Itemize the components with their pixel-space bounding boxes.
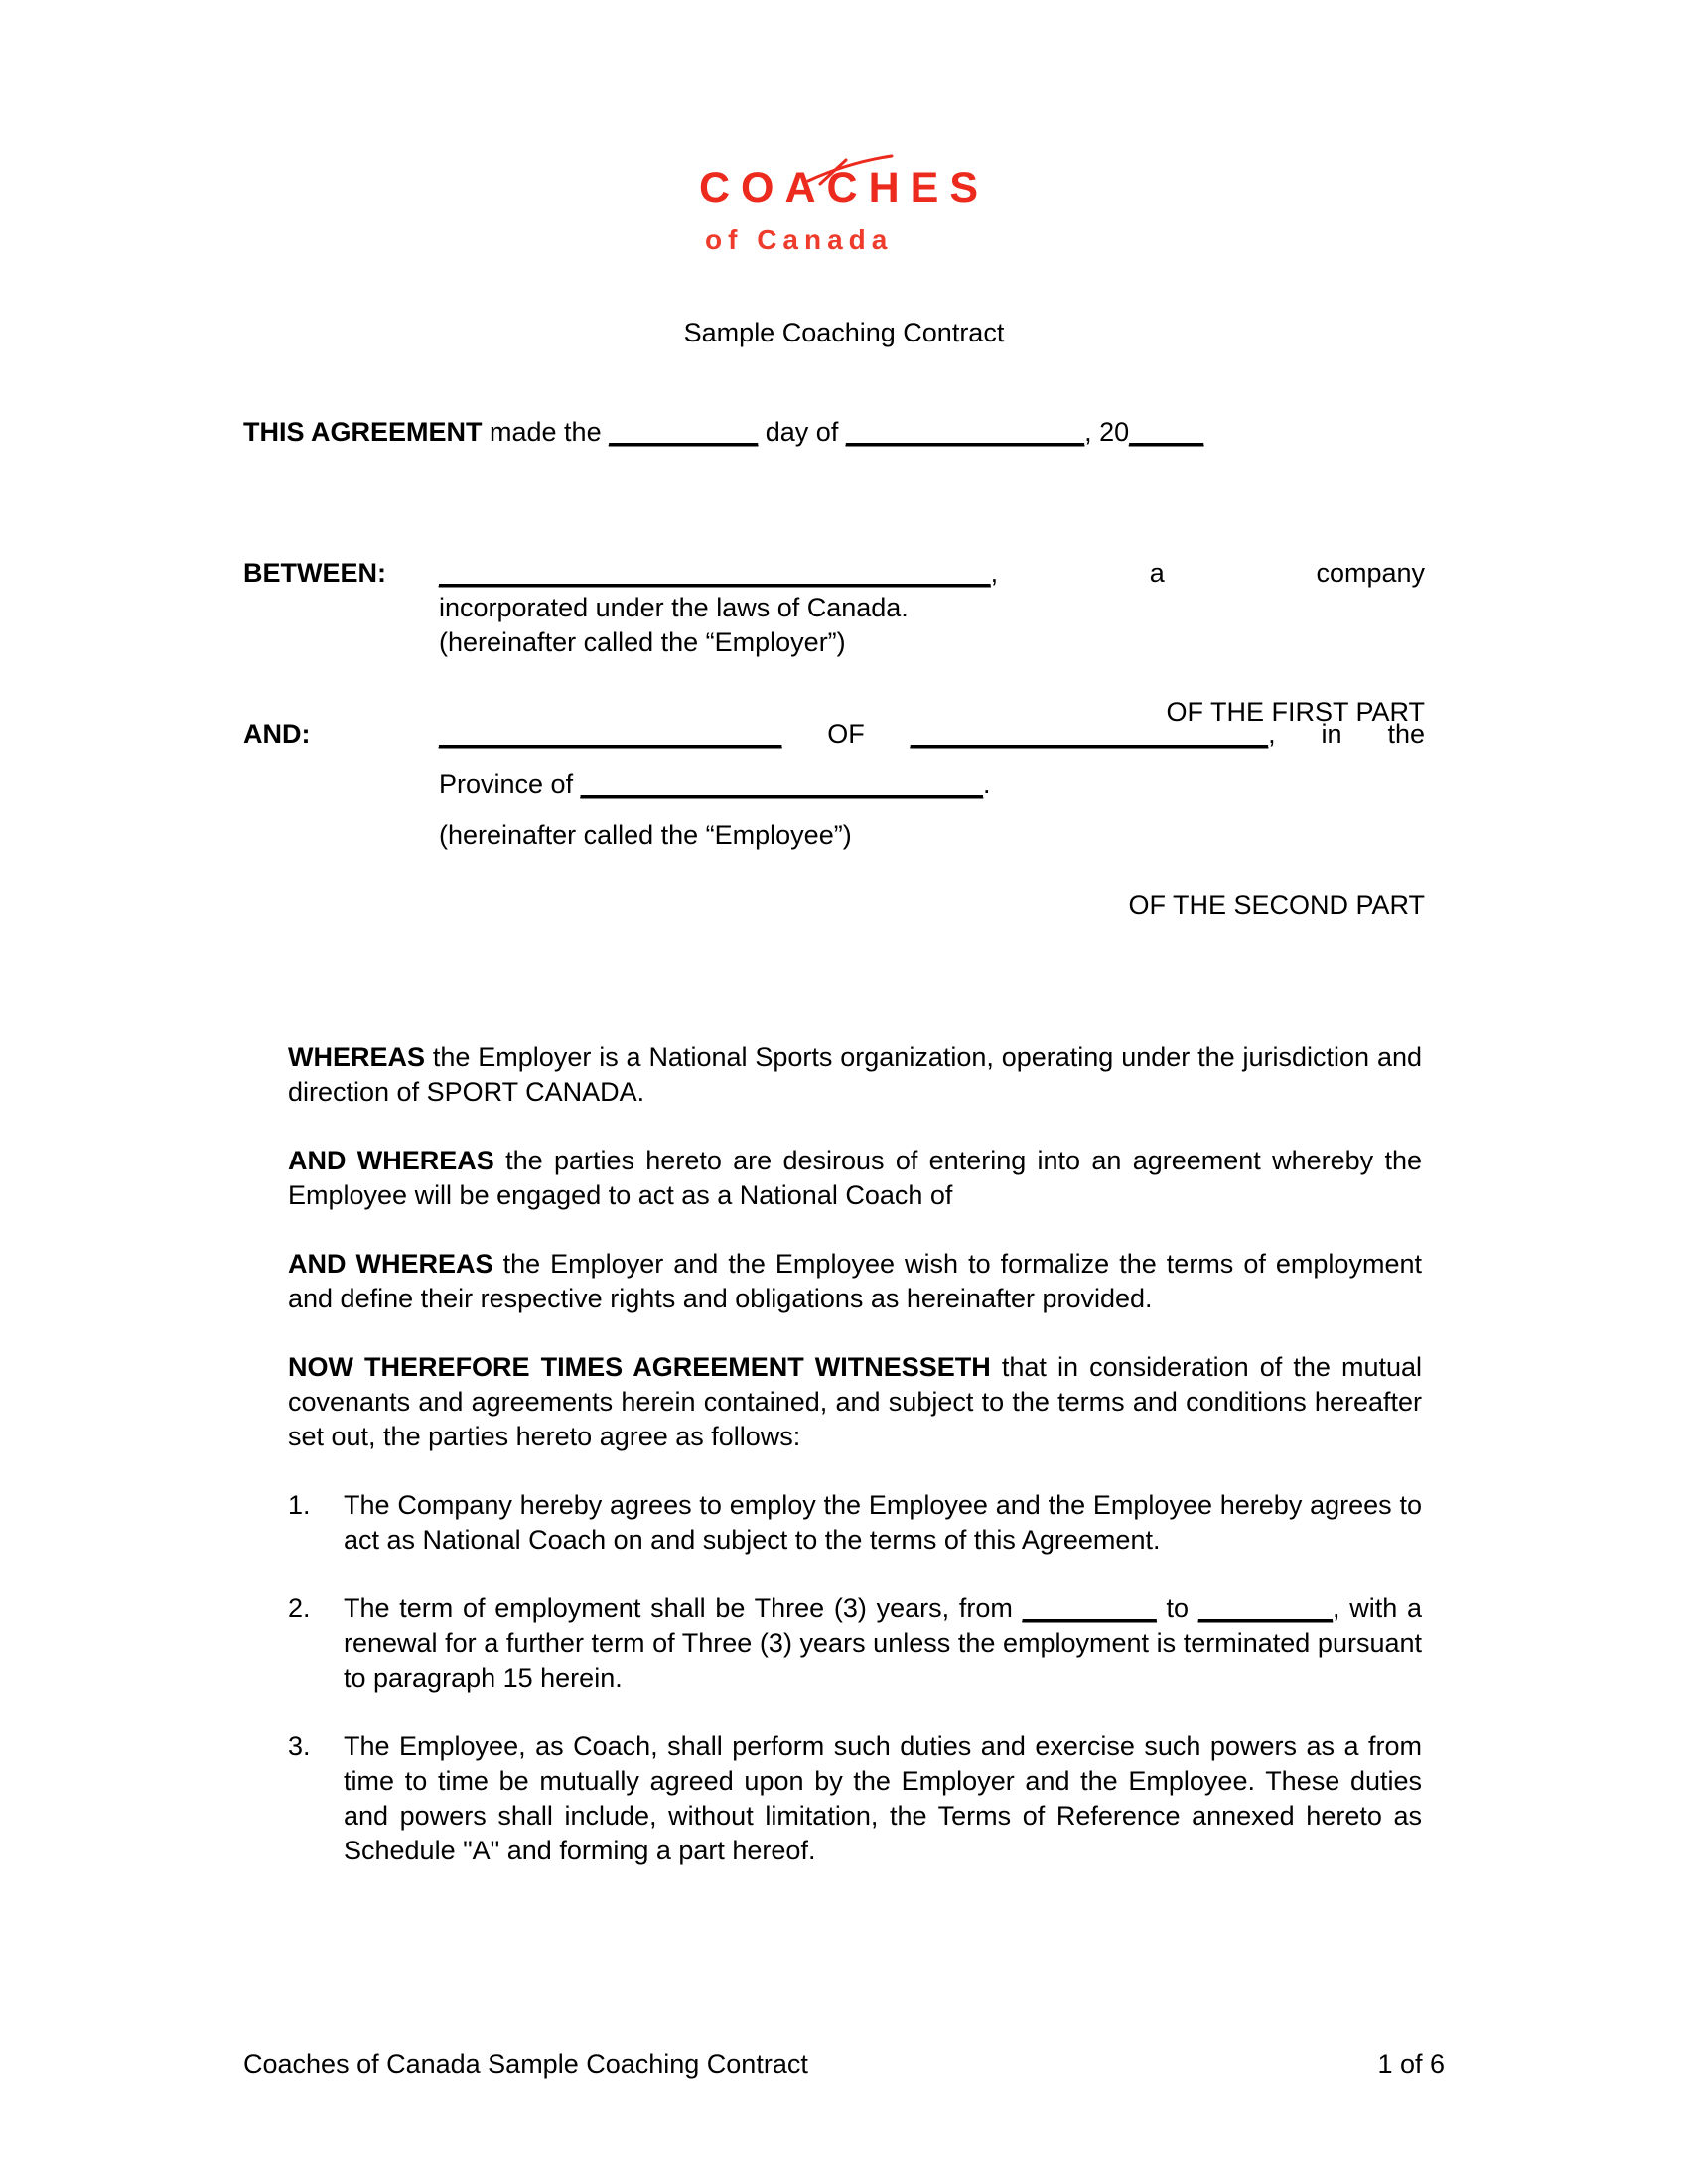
recital-text: the Employer is a National Sports organization, operating under the jurisdiction and direction of SPORT CANADA. [288,1042,1422,1107]
province-label: Province of [439,769,581,799]
party-second-line-1-tail: , in the [1268,719,1425,749]
clause-marker: 1. [288,1490,311,1520]
party-first-tag [243,556,386,591]
recital-paragraph [288,1144,1422,1213]
party-first-body [439,556,1425,660]
party-second-tag [243,717,311,751]
recital-paragraph [288,1350,1422,1454]
recital-lead-label: NOW THEREFORE TIMES AGREEMENT WITNESSETH [288,1352,991,1382]
footer-left-label: Coaches of Canada Sample Coaching Contract [243,2049,808,2079]
recital-lead-label: AND WHEREAS [288,1146,494,1175]
recital-text: the Employer and the Employee wish to formalize the terms of employment and define their respective rights and obligations as hereinafter provided. [288,1249,1422,1313]
agreement-date-line [243,415,1425,450]
party-first-row [243,556,1425,660]
agreement-text-1: made the [482,417,610,447]
party-first-tag-colon: : [377,558,386,588]
party-first-line-1 [439,556,1425,591]
province-blank-field[interactable]: ___________________________ [580,769,984,799]
clause-text-2: to [1156,1593,1198,1623]
logo-wrap [698,164,990,255]
party-first-part-label: OF THE FIRST PART [1166,697,1425,727]
clause-item [288,1729,1422,1868]
clause-text-1: The term of employment shall be Three (3) years, from [344,1593,1023,1623]
recital-text: that in consideration of the mutual covenants and agreements herein contained, and subject to the terms and conditions hereafter set out, the parties hereto agree as follows: [288,1352,1422,1451]
term-start-blank-field[interactable]: _________ [1022,1593,1157,1623]
brand-logo [0,164,1688,255]
clause-marker: 2. [288,1593,311,1623]
party-first-tag-label: BETWEEN [243,558,377,588]
party-second-tag-label: AND [243,719,302,749]
party-first-line-3: (hereinafter called the “Employer”) [439,627,846,657]
party-second-line-1 [439,717,1425,751]
clause-list [288,1488,1422,1868]
footer-page-number: 1 of 6 [1377,2049,1445,2079]
logo-wordmark-primary: COACHES [698,164,990,211]
agreement-text-3: , 20 [1084,417,1130,447]
province-period: . [983,769,991,799]
employee-name-blank-field[interactable]: _______________________ [439,719,782,749]
party-second-mid-word: OF [827,719,865,749]
recital-paragraph [288,1247,1422,1316]
clause-text: The Employee, as Coach, shall perform such duties and exercise such powers as a from time to time be mutually agreed upon by the Employer and the Employee. These duties and powers shall include, without limitation, the Terms of Reference annexed hereto as Schedule "A" and forming a part hereof. [344,1731,1422,1865]
page-title: Sample Coaching Contract [683,318,1005,347]
contract-body [288,1040,1422,1868]
term-end-blank-field[interactable]: _________ [1197,1593,1333,1623]
employer-name-blank-field[interactable]: _____________________________________ [439,558,991,588]
recital-lead-label: AND WHEREAS [288,1249,493,1279]
party-second-body [439,717,1425,853]
party-second-row [243,717,1425,853]
party-second-part-label: OF THE SECOND PART [1128,890,1425,920]
page-footer [243,2047,1445,2081]
employee-org-blank-field[interactable]: ________________________ [910,719,1269,749]
month-blank-field[interactable]: ________________ [845,417,1085,447]
clause-item [288,1488,1422,1558]
logo-wordmark-secondary: of Canada [704,224,894,255]
clause-text-3: , with a renewal for a further term of Three (3) years unless the employment is terminated pursuant to paragraph 15 herein. [344,1593,1422,1693]
recital-lead-label: WHEREAS [288,1042,426,1072]
clause-marker: 3. [288,1731,311,1761]
party-first-line-2: incorporated under the laws of Canada. [439,593,909,622]
party-first-line-1-tail: , a company [990,558,1425,588]
agreement-text-2: day of [758,417,846,447]
clause-text: The Company hereby agrees to employ the Employee and the Employee hereby agrees to act as National Coach on and subject to the terms of this Agreement. [344,1490,1422,1555]
party-block-first [243,556,1425,730]
year-blank-field[interactable]: _____ [1129,417,1204,447]
party-second-tag-colon: : [301,719,311,749]
clause-item [288,1591,1422,1696]
party-second-line-3: (hereinafter called the “Employee”) [439,820,852,850]
recital-paragraph [288,1040,1422,1110]
agreement-lead-label: THIS AGREEMENT [243,417,483,447]
day-blank-field[interactable]: __________ [609,417,759,447]
party-second-line-2 [439,767,1425,802]
party-block-second [243,717,1425,923]
recital-text: the parties hereto are desirous of entering into an agreement whereby the Employee will be engaged to act as a National Coach of [288,1146,1422,1210]
